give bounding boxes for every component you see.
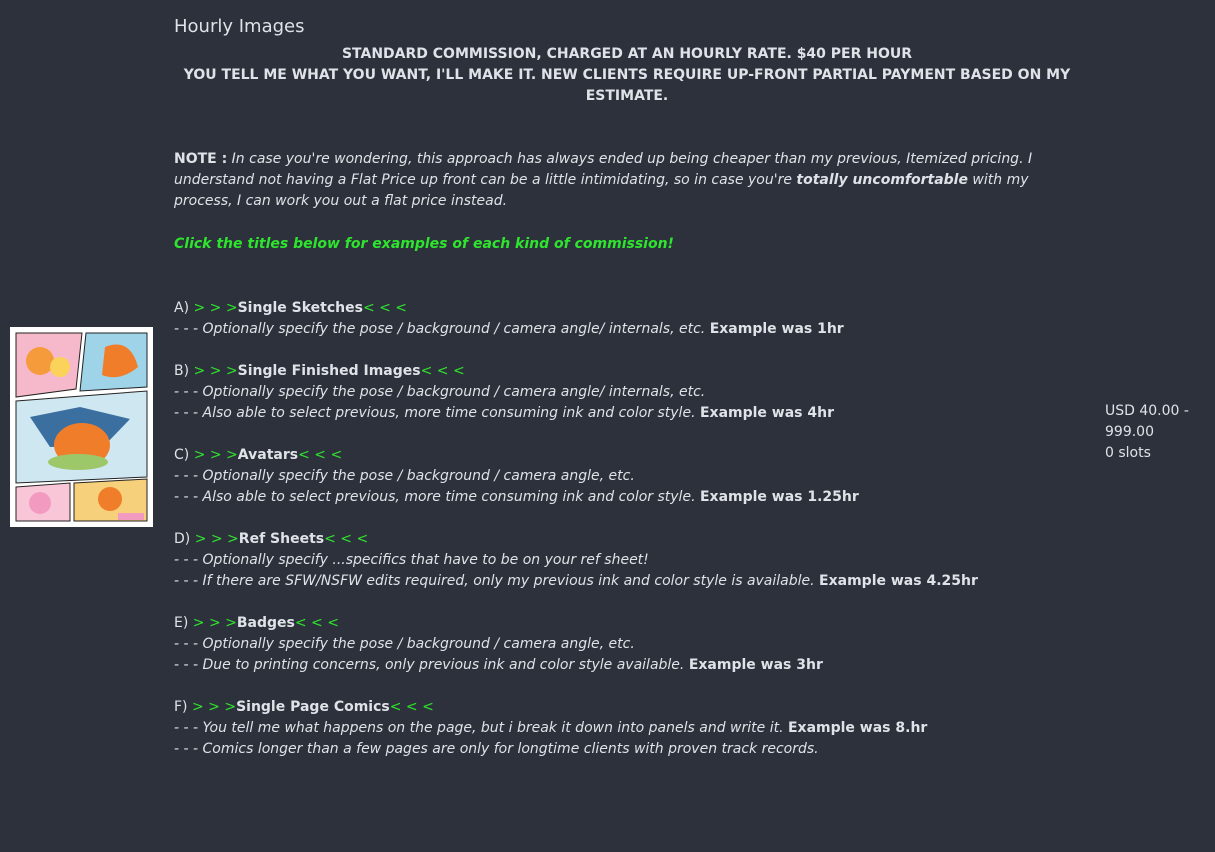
arrow-close: < < < [294, 615, 339, 631]
arrow-open: > > > [189, 300, 238, 316]
list-item [174, 298, 1084, 340]
item-title-link-single-page-comics[interactable]: Single Page Comics [236, 699, 390, 715]
item-title-link-badges[interactable]: Badges [236, 615, 295, 631]
item-heading [174, 697, 1084, 718]
detail-text: - - - If there are SFW/NSFW edits required, only my previous ink and color style is available. [174, 573, 820, 589]
detail-text: - - - Optionally specify the pose / background / camera angle/ internals, etc. [174, 321, 710, 337]
slots-available: 0 slots [1105, 445, 1151, 461]
note-label: NOTE : [174, 151, 228, 167]
arrow-open: > > > [188, 615, 237, 631]
item-letter: F) [174, 699, 188, 715]
item-detail-line [174, 634, 1084, 655]
item-heading [174, 613, 1084, 634]
click-hint: Click the titles below for examples of each kind of commission! [174, 236, 674, 252]
item-title-link-single-sketches[interactable]: Single Sketches [237, 300, 363, 316]
arrow-close: < < < [298, 447, 343, 463]
item-detail-line [174, 739, 1084, 760]
detail-text: - - - Also able to select previous, more time consuming ink and color style. [174, 489, 700, 505]
item-letter: C) [174, 447, 190, 463]
example-duration: Example was 1.25hr [699, 489, 859, 505]
list-item [174, 613, 1084, 676]
item-detail-line [174, 571, 1084, 592]
price-info [1105, 401, 1205, 464]
item-detail-line [174, 466, 1084, 487]
arrow-open: > > > [190, 531, 239, 547]
item-title-link-ref-sheets[interactable]: Ref Sheets [238, 531, 325, 547]
arrow-close: < < < [389, 699, 434, 715]
item-letter: A) [174, 300, 190, 316]
note-text-1: In case you're wondering, this approach has always ended up being cheaper than my previous, Itemized pricing. I understand not having a Flat Price up front can be a little intimidating, so in case you're [174, 151, 1033, 188]
price-range-end: 999.00 [1105, 424, 1154, 440]
item-detail-line [174, 403, 1084, 424]
detail-text: - - - You tell me what happens on the page, but i break it down into panels and write it. [174, 720, 788, 736]
commission-thumbnail[interactable] [10, 327, 153, 527]
item-letter: D) [174, 531, 191, 547]
note-paragraph [174, 149, 1080, 212]
arrow-open: > > > [189, 363, 238, 379]
item-letter: E) [174, 615, 189, 631]
detail-text: - - - Comics longer than a few pages are only for longtime clients with proven track records. [174, 741, 819, 757]
header-line-terms: YOU TELL ME WHAT YOU WANT, I'LL MAKE IT. NEW CLIENTS REQUIRE UP-FRONT PARTIAL PAYMENT BASED ON MY ESTIMATE. [183, 67, 1071, 104]
item-title-link-avatars[interactable]: Avatars [237, 447, 299, 463]
detail-text: - - - Optionally specify the pose / background / camera angle, etc. [174, 636, 635, 652]
commission-list [174, 298, 1084, 781]
item-heading [174, 445, 1084, 466]
item-detail-line [174, 718, 1084, 739]
commission-header [174, 44, 1080, 107]
example-duration: Example was 4.25hr [819, 573, 978, 589]
item-heading [174, 529, 1084, 550]
example-duration: Example was 4hr [699, 405, 834, 421]
item-detail-line [174, 382, 1084, 403]
detail-text: - - - Optionally specify ...specifics that have to be on your ref sheet! [174, 552, 649, 568]
list-item [174, 529, 1084, 592]
page-title: Hourly Images [174, 16, 305, 37]
detail-text: - - - Also able to select previous, more time consuming ink and color style. [174, 405, 700, 421]
note-emphasis: totally uncomfortable [796, 172, 968, 188]
item-detail-line [174, 550, 1084, 571]
comic-page-illustration [10, 327, 153, 527]
arrow-close: < < < [420, 363, 465, 379]
arrow-close: < < < [324, 531, 369, 547]
detail-text: - - - Optionally specify the pose / background / camera angle/ internals, etc. [174, 384, 706, 400]
item-letter: B) [174, 363, 190, 379]
list-item [174, 697, 1084, 760]
arrow-open: > > > [189, 447, 238, 463]
header-line-rate: STANDARD COMMISSION, CHARGED AT AN HOURLY RATE. $40 PER HOUR [341, 46, 913, 62]
example-duration: Example was 3hr [688, 657, 823, 673]
price-range-start: USD 40.00 - [1105, 403, 1189, 419]
item-heading [174, 298, 1084, 319]
list-item [174, 361, 1084, 424]
detail-text: - - - Optionally specify the pose / background / camera angle, etc. [174, 468, 635, 484]
item-detail-line [174, 655, 1084, 676]
list-item [174, 445, 1084, 508]
item-detail-line [174, 487, 1084, 508]
item-heading [174, 361, 1084, 382]
detail-text: - - - Due to printing concerns, only previous ink and color style available. [174, 657, 689, 673]
item-detail-line [174, 319, 1084, 340]
note-text-2: with my process, I can work you out a flat price instead. [174, 172, 1029, 209]
item-title-link-single-finished-images[interactable]: Single Finished Images [237, 363, 421, 379]
arrow-open: > > > [187, 699, 237, 715]
example-duration: Example was 8.hr [787, 720, 928, 736]
arrow-close: < < < [362, 300, 408, 316]
example-duration: Example was 1hr [709, 321, 844, 337]
